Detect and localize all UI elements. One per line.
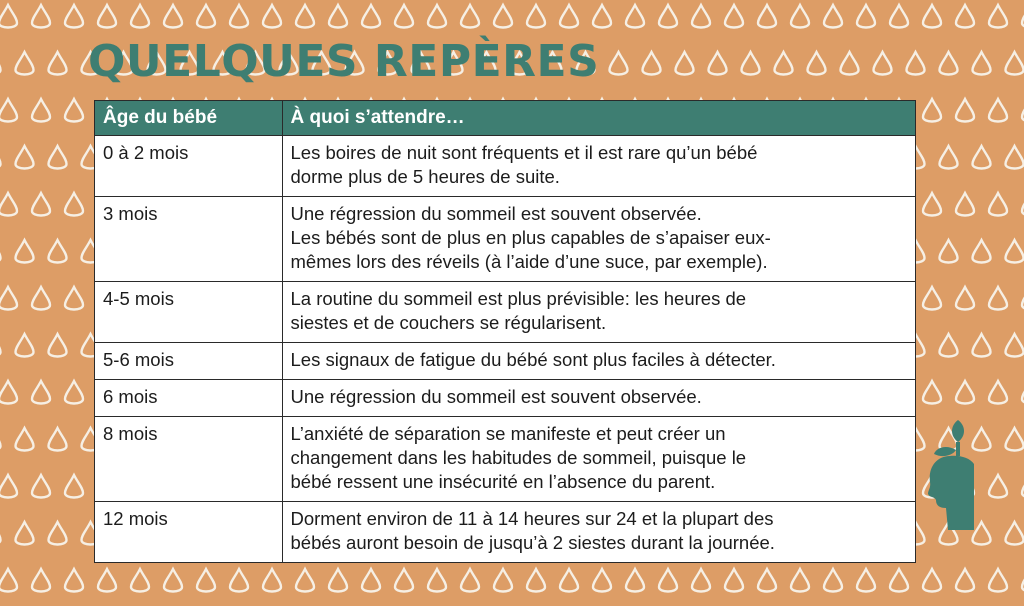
water-drop-icon xyxy=(164,5,182,28)
table-row xyxy=(95,282,915,343)
water-drop-icon xyxy=(0,522,1,545)
water-drop-icon xyxy=(824,5,842,28)
water-drop-icon xyxy=(0,99,17,122)
water-drop-icon xyxy=(560,5,578,28)
table-row xyxy=(95,343,915,380)
water-drop-icon xyxy=(65,475,83,498)
water-drop-icon xyxy=(791,5,809,28)
water-drop-icon xyxy=(32,99,50,122)
water-drop-icon xyxy=(890,5,908,28)
expectation-line: Les signaux de fatigue du bébé sont plus faciles à détecter. xyxy=(290,349,776,370)
table-row xyxy=(95,136,915,197)
water-drop-icon xyxy=(907,52,925,75)
water-drop-icon xyxy=(263,5,281,28)
water-drop-icon xyxy=(560,569,578,592)
water-drop-icon xyxy=(791,569,809,592)
water-drop-icon xyxy=(923,381,941,404)
expectation-line: Une régression du sommeil est souvent observée. xyxy=(290,203,702,224)
water-drop-icon xyxy=(0,146,1,169)
water-drop-icon xyxy=(1006,522,1024,545)
water-drop-icon xyxy=(230,5,248,28)
water-drop-icon xyxy=(461,5,479,28)
water-drop-icon xyxy=(65,569,83,592)
water-drop-icon xyxy=(758,5,776,28)
water-drop-icon xyxy=(494,569,512,592)
water-drop-icon xyxy=(32,569,50,592)
water-drop-icon xyxy=(923,569,941,592)
water-drop-icon xyxy=(989,475,1007,498)
water-drop-icon xyxy=(16,428,34,451)
water-drop-icon xyxy=(725,569,743,592)
water-drop-icon xyxy=(989,193,1007,216)
water-drop-icon xyxy=(65,193,83,216)
water-drop-icon xyxy=(1006,334,1024,357)
expectation-line: bébés auront besoin de jusqu’à 2 siestes durant la journée. xyxy=(290,532,775,553)
water-drop-icon xyxy=(0,193,17,216)
water-drop-icon xyxy=(263,569,281,592)
water-drop-icon xyxy=(32,193,50,216)
water-drop-icon xyxy=(725,5,743,28)
water-drop-icon xyxy=(659,569,677,592)
water-drop-icon xyxy=(742,52,760,75)
water-drop-icon xyxy=(973,240,991,263)
water-drop-icon xyxy=(362,569,380,592)
water-drop-icon xyxy=(0,475,17,498)
water-drop-icon xyxy=(329,5,347,28)
water-drop-icon xyxy=(593,569,611,592)
water-drop-icon xyxy=(890,569,908,592)
water-drop-icon xyxy=(874,52,892,75)
water-drop-icon xyxy=(65,287,83,310)
water-drop-icon xyxy=(989,99,1007,122)
expectation-line: changement dans les habitudes de sommeil, puisque le xyxy=(290,447,747,468)
water-drop-icon xyxy=(49,428,67,451)
expectation-line: mêmes lors des réveils (à l’aide d’une suce, par exemple). xyxy=(290,251,768,272)
age-cell: 12 mois xyxy=(95,502,282,563)
water-drop-icon xyxy=(758,569,776,592)
water-drop-icon xyxy=(593,5,611,28)
expectation-cell xyxy=(282,380,915,417)
water-drop-icon xyxy=(197,569,215,592)
water-drop-icon xyxy=(626,569,644,592)
water-drop-icon xyxy=(98,5,116,28)
water-drop-icon xyxy=(1006,146,1024,169)
water-drop-icon xyxy=(32,287,50,310)
water-drop-icon xyxy=(49,240,67,263)
expectation-cell xyxy=(282,502,915,563)
water-drop-icon xyxy=(659,5,677,28)
page-title: QUELQUES REPÈRES xyxy=(88,36,600,87)
water-drop-icon xyxy=(626,5,644,28)
water-drop-icon xyxy=(0,428,1,451)
water-drop-icon xyxy=(923,5,941,28)
water-drop-icon xyxy=(1006,428,1024,451)
water-drop-icon xyxy=(940,146,958,169)
water-drop-icon xyxy=(0,52,1,75)
water-drop-icon xyxy=(940,334,958,357)
water-drop-icon xyxy=(0,334,1,357)
water-drop-icon xyxy=(0,381,17,404)
header-age: Âge du bébé xyxy=(95,101,282,136)
water-drop-icon xyxy=(692,5,710,28)
water-drop-icon xyxy=(824,569,842,592)
age-cell: 8 mois xyxy=(95,417,282,502)
water-drop-icon xyxy=(956,193,974,216)
water-drop-icon xyxy=(32,5,50,28)
sprout-head-icon xyxy=(928,420,978,532)
water-drop-icon xyxy=(329,569,347,592)
water-drop-icon xyxy=(527,5,545,28)
expectation-cell xyxy=(282,136,915,197)
water-drop-icon xyxy=(131,569,149,592)
water-drop-icon xyxy=(956,381,974,404)
water-drop-icon xyxy=(0,5,17,28)
water-drop-icon xyxy=(164,569,182,592)
water-drop-icon xyxy=(395,569,413,592)
expectation-line: dorme plus de 5 heures de suite. xyxy=(290,166,560,187)
water-drop-icon xyxy=(923,99,941,122)
water-drop-icon xyxy=(0,569,17,592)
water-drop-icon xyxy=(643,52,661,75)
water-drop-icon xyxy=(692,569,710,592)
expectation-line: Une régression du sommeil est souvent observée. xyxy=(290,386,702,407)
expectation-cell xyxy=(282,417,915,502)
water-drop-icon xyxy=(956,569,974,592)
expectation-cell xyxy=(282,197,915,282)
water-drop-icon xyxy=(395,5,413,28)
water-drop-icon xyxy=(857,5,875,28)
water-drop-icon xyxy=(428,5,446,28)
table-row xyxy=(95,197,915,282)
age-cell: 0 à 2 mois xyxy=(95,136,282,197)
age-cell: 4-5 mois xyxy=(95,282,282,343)
age-cell: 6 mois xyxy=(95,380,282,417)
water-drop-icon xyxy=(16,240,34,263)
water-drop-icon xyxy=(989,287,1007,310)
water-drop-icon xyxy=(32,381,50,404)
water-drop-icon xyxy=(49,146,67,169)
age-cell: 5-6 mois xyxy=(95,343,282,380)
water-drop-icon xyxy=(1006,52,1024,75)
water-drop-icon xyxy=(956,99,974,122)
water-drop-icon xyxy=(131,5,149,28)
water-drop-icon xyxy=(0,240,1,263)
water-drop-icon xyxy=(956,5,974,28)
water-drop-icon xyxy=(989,5,1007,28)
water-drop-icon xyxy=(494,5,512,28)
water-drop-icon xyxy=(841,52,859,75)
milestones-table xyxy=(94,100,916,563)
water-drop-icon xyxy=(973,146,991,169)
water-drop-icon xyxy=(49,52,67,75)
water-drop-icon xyxy=(197,5,215,28)
water-drop-icon xyxy=(808,52,826,75)
expectation-line: Les boires de nuit sont fréquents et il est rare qu’un bébé xyxy=(290,142,758,163)
water-drop-icon xyxy=(989,569,1007,592)
water-drop-icon xyxy=(775,52,793,75)
water-drop-icon xyxy=(923,287,941,310)
water-drop-icon xyxy=(16,146,34,169)
water-drop-icon xyxy=(16,52,34,75)
water-drop-icon xyxy=(296,5,314,28)
water-drop-icon xyxy=(65,381,83,404)
water-drop-icon xyxy=(0,287,17,310)
water-drop-icon xyxy=(989,381,1007,404)
water-drop-icon xyxy=(362,5,380,28)
table-row xyxy=(95,417,915,502)
expectation-line: Dorment environ de 11 à 14 heures sur 24 et la plupart des xyxy=(290,508,774,529)
water-drop-icon xyxy=(1006,240,1024,263)
water-drop-icon xyxy=(296,569,314,592)
expectation-line: La routine du sommeil est plus prévisible: les heures de xyxy=(290,288,747,309)
expectation-line: siestes et de couchers se régularisent. xyxy=(290,312,607,333)
water-drop-icon xyxy=(49,522,67,545)
water-drop-icon xyxy=(923,193,941,216)
water-drop-icon xyxy=(65,5,83,28)
water-drop-icon xyxy=(65,99,83,122)
water-drop-icon xyxy=(428,569,446,592)
water-drop-icon xyxy=(527,569,545,592)
expectation-cell xyxy=(282,343,915,380)
water-drop-icon xyxy=(16,334,34,357)
water-drop-icon xyxy=(32,475,50,498)
water-drop-icon xyxy=(230,569,248,592)
header-expectation: À quoi s’attendre… xyxy=(282,101,915,136)
water-drop-icon xyxy=(461,569,479,592)
water-drop-icon xyxy=(973,334,991,357)
age-cell: 3 mois xyxy=(95,197,282,282)
expectation-line: L’anxiété de séparation se manifeste et peut créer un xyxy=(290,423,726,444)
table-row xyxy=(95,502,915,563)
water-drop-icon xyxy=(709,52,727,75)
water-drop-icon xyxy=(98,569,116,592)
water-drop-icon xyxy=(676,52,694,75)
table-row xyxy=(95,380,915,417)
water-drop-icon xyxy=(16,522,34,545)
water-drop-icon xyxy=(940,240,958,263)
water-drop-icon xyxy=(610,52,628,75)
water-drop-icon xyxy=(973,52,991,75)
expectation-line: bébé ressent une insécurité en l’absence du parent. xyxy=(290,471,716,492)
table-header-row xyxy=(95,101,915,136)
water-drop-icon xyxy=(940,52,958,75)
expectation-line: Les bébés sont de plus en plus capables de s’apaiser eux- xyxy=(290,227,771,248)
water-drop-icon xyxy=(857,569,875,592)
water-drop-icon xyxy=(956,287,974,310)
expectation-cell xyxy=(282,282,915,343)
water-drop-icon xyxy=(49,334,67,357)
